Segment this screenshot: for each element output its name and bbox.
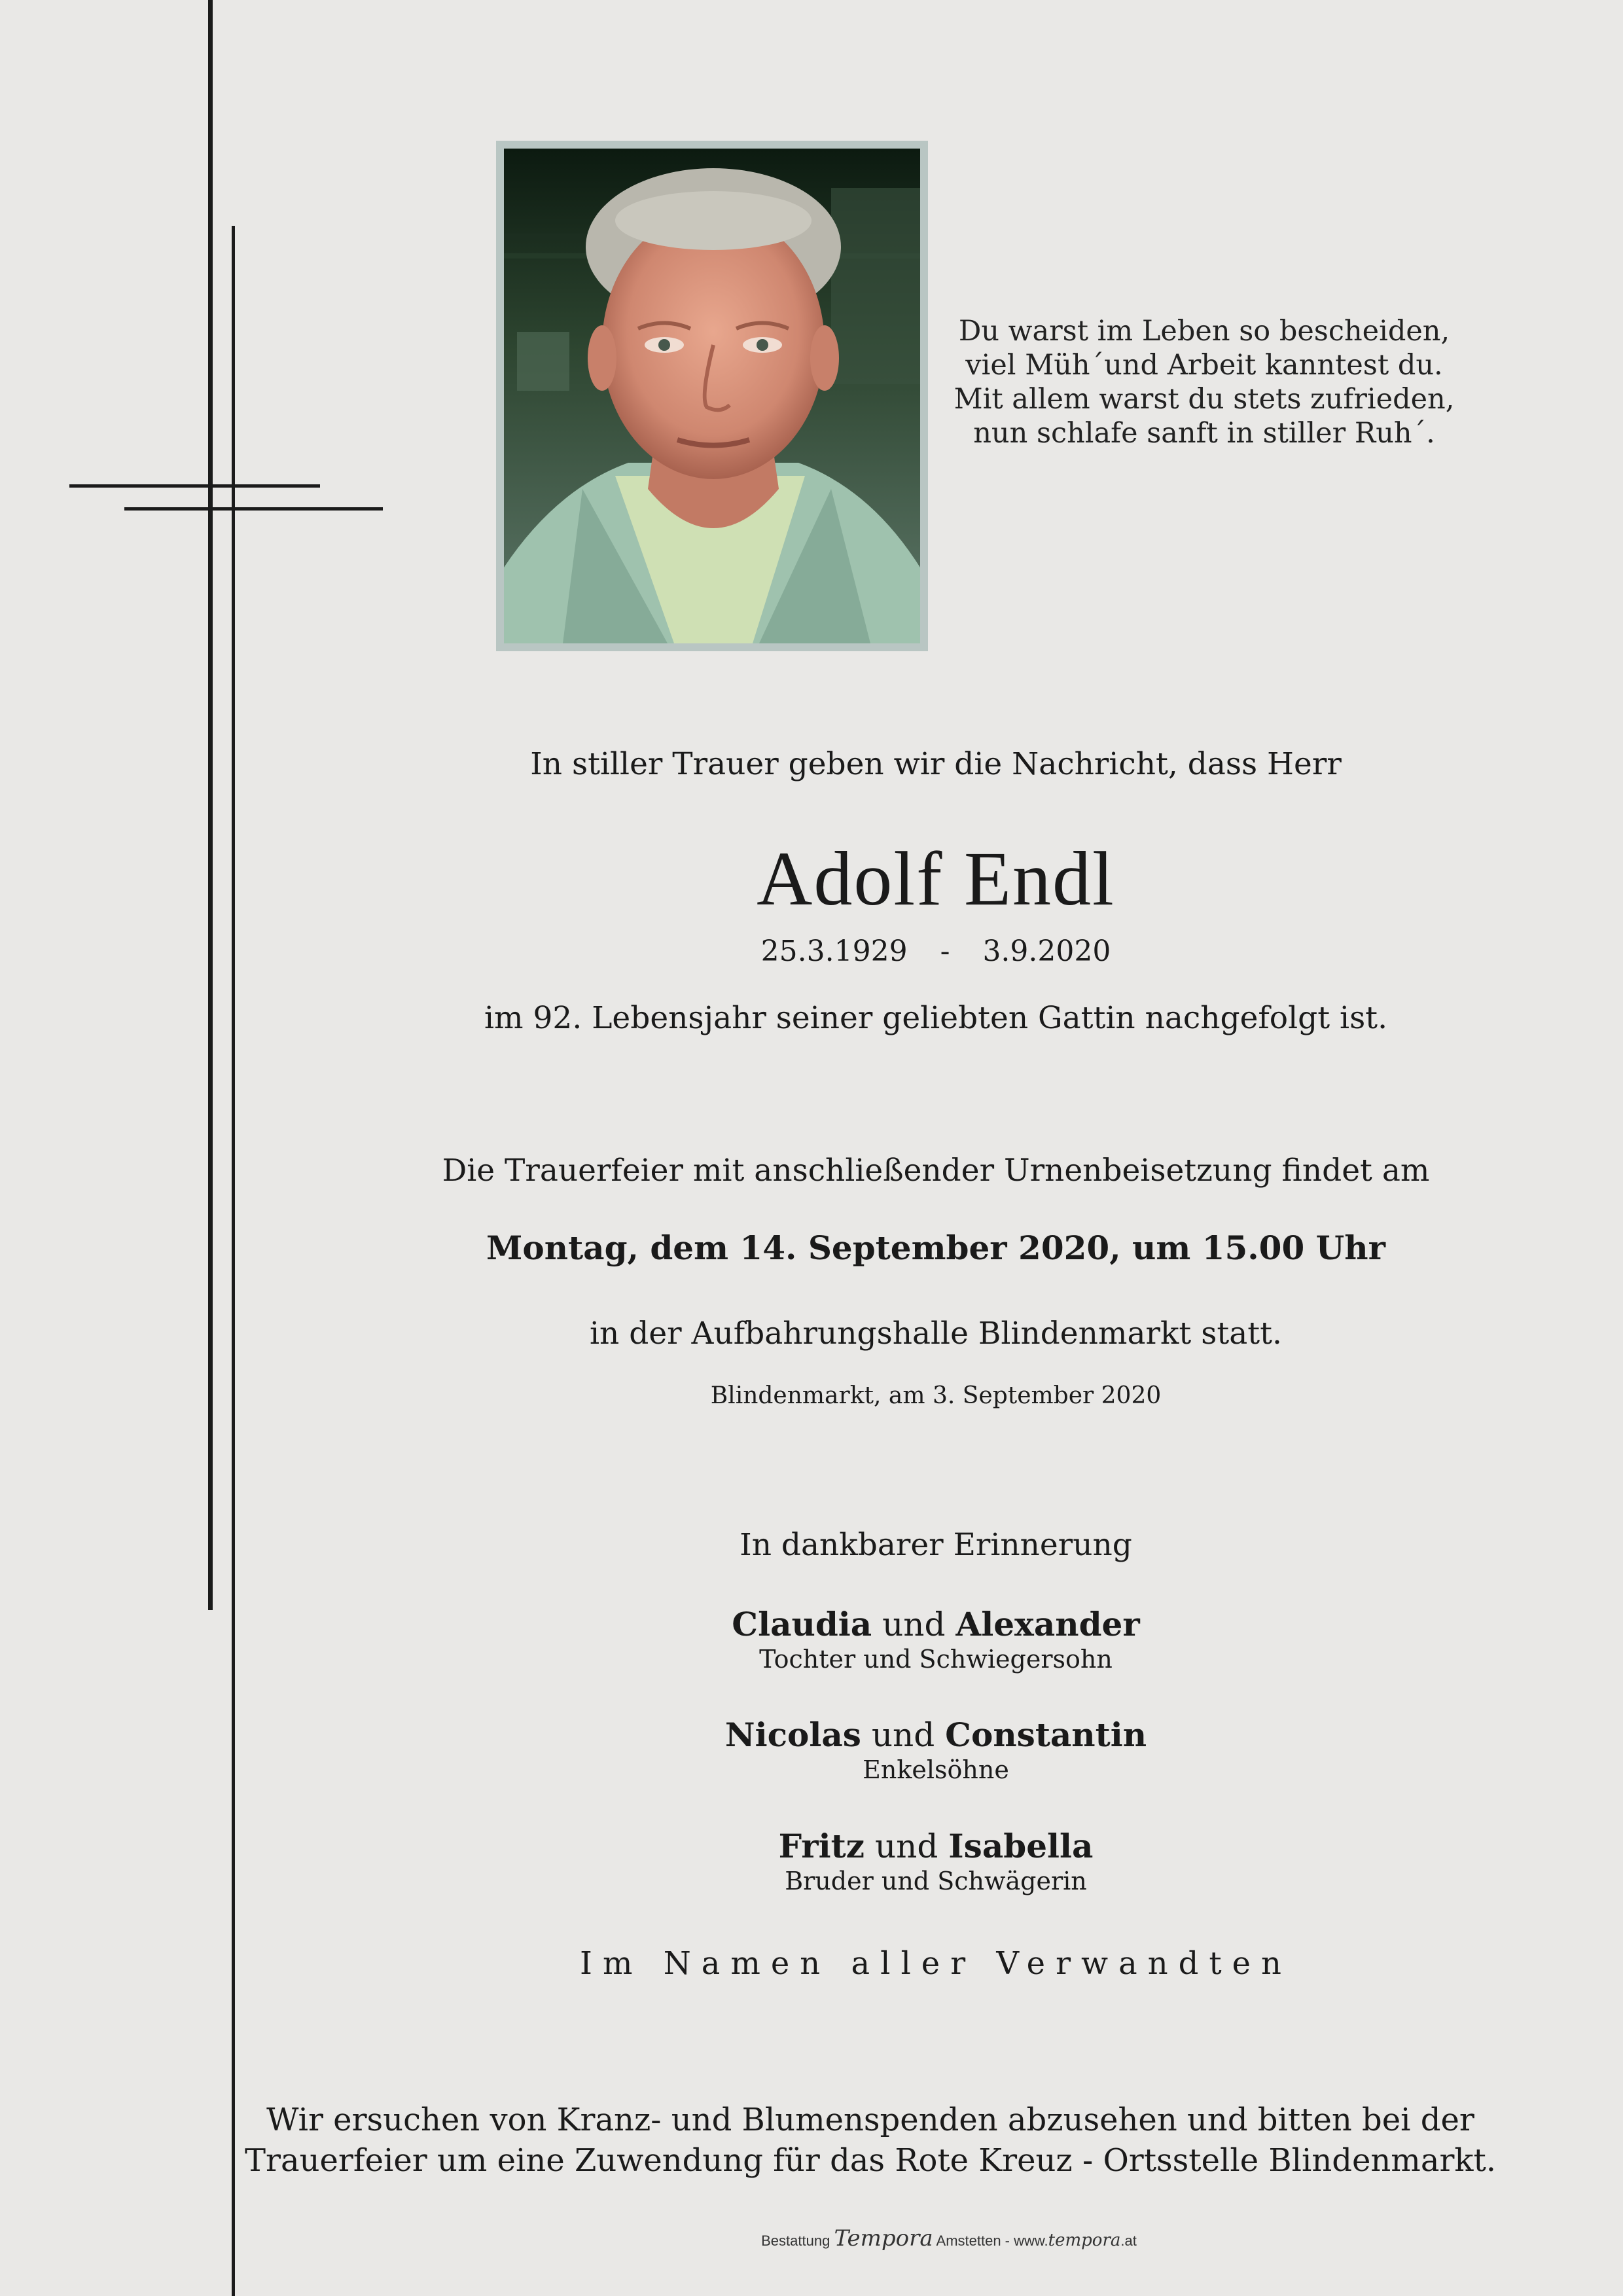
footer-prefix: Bestattung <box>761 2233 830 2249</box>
relatives-line: Im Namen aller Verwandten <box>580 1945 1292 1982</box>
mourner-relation: Tochter und Schwiegersohn <box>759 1645 1113 1674</box>
poem-line: Mit allem warst du stets zufrieden, <box>954 383 1455 416</box>
date-separator: - <box>940 935 950 968</box>
mourner-name: Claudia <box>732 1605 872 1643</box>
mourner-relation: Enkelsöhne <box>863 1755 1009 1784</box>
poem <box>929 314 1479 450</box>
donation-request <box>216 2100 1525 2181</box>
portrait-icon <box>504 149 920 643</box>
life-dates <box>281 935 1590 968</box>
place-and-date: Blindenmarkt, am 3. September 2020 <box>710 1382 1162 1409</box>
mourner-name: Nicolas <box>724 1715 861 1754</box>
tempora-logo: Tempora <box>834 2225 933 2251</box>
mourner-name: Constantin <box>945 1715 1147 1754</box>
ceremony-datetime: Montag, dem 14. September 2020, um 15.00 Uhr <box>486 1229 1385 1267</box>
life-year-text: im 92. Lebensjahr seiner geliebten Gattin nachgefolgt ist. <box>484 1000 1388 1036</box>
request-line: Wir ersuchen von Kranz- und Blumenspenden abzusehen und bitten bei der <box>266 2102 1474 2138</box>
mourner-name: Alexander <box>955 1605 1140 1643</box>
death-date: 3.9.2020 <box>982 935 1111 968</box>
gratitude-heading: In dankbarer Erinnerung <box>740 1527 1132 1563</box>
mourner-joiner: und <box>874 1827 938 1865</box>
mourner-group <box>281 1605 1590 1674</box>
cross-short-vertical <box>232 226 235 2296</box>
funeral-home-footer <box>726 2225 1171 2251</box>
footer-web-brand: tempora <box>1048 2231 1121 2250</box>
mourner-group <box>281 1715 1590 1785</box>
mourner-names <box>281 1605 1590 1644</box>
mourner-name: Fritz <box>778 1827 865 1865</box>
birth-date: 25.3.1929 <box>760 935 908 968</box>
mourner-joiner: und <box>882 1605 946 1643</box>
poem-line: viel Müh´und Arbeit kanntest du. <box>965 349 1443 382</box>
mourner-joiner: und <box>871 1716 935 1754</box>
mourner-relation: Bruder und Schwägerin <box>785 1867 1087 1895</box>
poem-line: Du warst im Leben so bescheiden, <box>958 315 1450 348</box>
footer-web-suffix: .at <box>1120 2233 1137 2249</box>
ceremony-intro: Die Trauerfeier mit anschließender Urnenbeisetzung findet am <box>442 1153 1430 1189</box>
cross-lower-horizontal <box>124 507 383 511</box>
mourner-names <box>281 1715 1590 1755</box>
cross-upper-horizontal <box>69 484 320 488</box>
portrait-frame <box>496 141 928 651</box>
request-line: Trauerfeier um eine Zuwendung für das Rote Kreuz - Ortsstelle Blindenmarkt. <box>244 2142 1497 2179</box>
ceremony-location: in der Aufbahrungshalle Blindenmarkt statt. <box>589 1316 1282 1352</box>
cross-long-vertical <box>208 0 213 1610</box>
mourner-name: Isabella <box>948 1827 1094 1865</box>
deceased-name: Adolf Endl <box>757 836 1115 922</box>
footer-city-web: Amstetten - www. <box>936 2233 1048 2249</box>
poem-line: nun schlafe sanft in stiller Ruh´. <box>973 417 1435 450</box>
portrait-photo <box>504 149 920 643</box>
mourner-names <box>281 1827 1590 1866</box>
mourner-group <box>281 1827 1590 1896</box>
announcement-intro: In stiller Trauer geben wir die Nachricht, dass Herr <box>530 746 1342 782</box>
